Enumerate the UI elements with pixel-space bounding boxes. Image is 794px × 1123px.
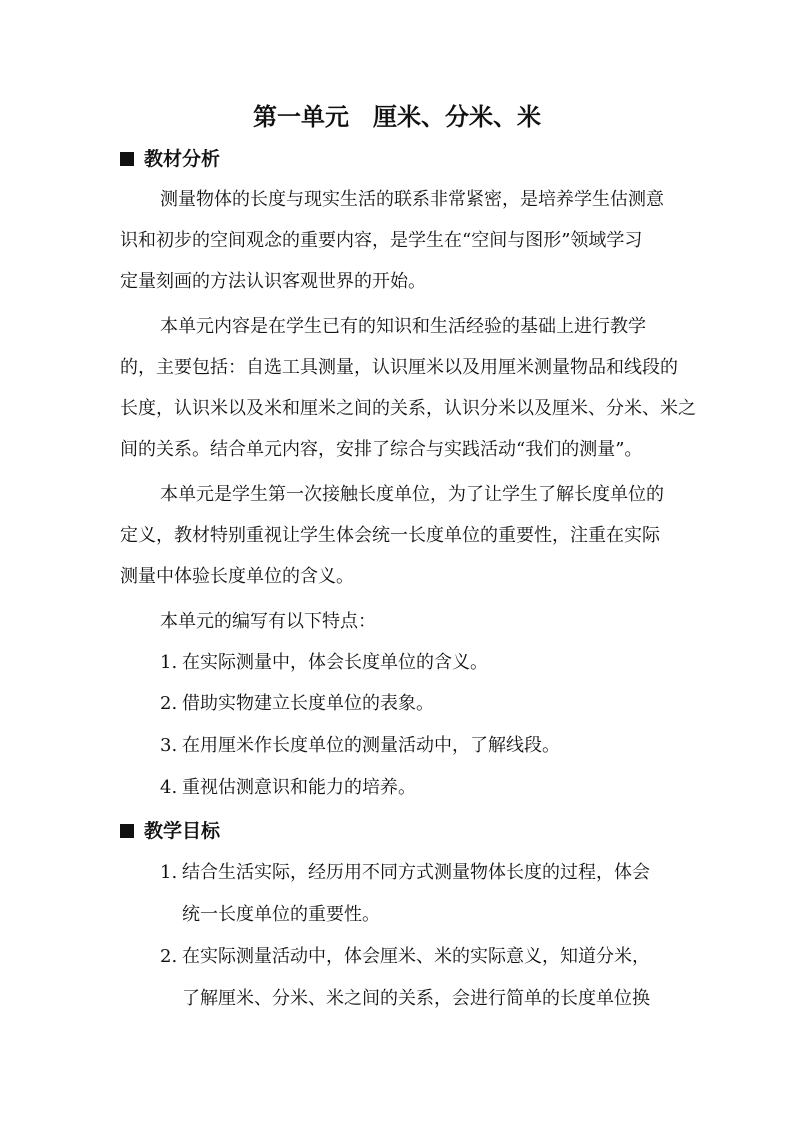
list-item [160,691,720,717]
paragraph-line: 的，主要包括：自选工具测量，认识厘米以及用厘米测量物品和线段的 [120,357,678,378]
list-item [160,650,720,676]
paragraph-line: 间的关系。结合单元内容，安排了综合与实践活动“我们的测量”。 [120,439,643,460]
square-bullet-icon [120,152,134,166]
paragraph-line: 长度，认识米以及米和厘米之间的关系，认识分米以及厘米、分米、米之 [120,398,696,419]
section-heading-analysis [120,146,220,172]
list-number: 4. [160,777,178,798]
goal-item [160,944,720,970]
list-text: 在实际测量中，体会长度单位的含义。 [182,652,488,673]
title-topic: 厘米、分米、米 [373,103,541,131]
list-number: 1. [160,652,178,673]
list-item [160,775,720,801]
goal-text: 在实际测量活动中，体会厘米、米的实际意义，知道分米， [182,946,650,967]
section-heading-goals [120,818,220,844]
paragraph-line: 定义，教材特别重视让学生体会统一长度单位的重要性，注重在实际 [120,525,660,546]
paragraph-line: 本单元内容是在学生已有的知识和生活经验的基础上进行教学 [160,316,646,337]
title-unit: 第一单元 [253,103,349,131]
paragraph-line: 测量中体验长度单位的含义。 [120,566,354,587]
list-number: 2. [160,946,178,967]
goal-item [160,860,720,886]
list-text: 借助实物建立长度单位的表象。 [182,693,434,714]
paragraph-line: 本单元的编写有以下特点： [160,611,376,632]
paragraph-line: 识和初步的空间观念的重要内容，是学生在“空间与图形”领域学习 [120,230,643,251]
section-heading-text: 教材分析 [144,148,221,170]
section-heading-text: 教学目标 [144,820,221,842]
list-text: 重视估测意识和能力的培养。 [182,777,416,798]
page-title [0,100,794,134]
list-number: 3. [160,735,178,756]
list-number: 2. [160,693,178,714]
list-text: 在用厘米作长度单位的测量活动中，了解线段。 [182,735,560,756]
paragraph-line: 本单元是学生第一次接触长度单位，为了让学生了解长度单位的 [160,484,664,505]
paragraph-line: 定量刻画的方法认识客观世界的开始。 [120,271,426,292]
list-item [160,733,720,759]
list-number: 1. [160,862,178,883]
goal-text: 结合生活实际，经历用不同方式测量物体长度的过程，体会 [182,862,650,883]
goal-continuation: 统一长度单位的重要性。 [182,904,380,925]
goal-continuation: 了解厘米、分米、米之间的关系，会进行简单的长度单位换 [182,988,650,1009]
square-bullet-icon [120,824,134,838]
paragraph-line: 测量物体的长度与现实生活的联系非常紧密，是培养学生估测意 [160,189,664,210]
